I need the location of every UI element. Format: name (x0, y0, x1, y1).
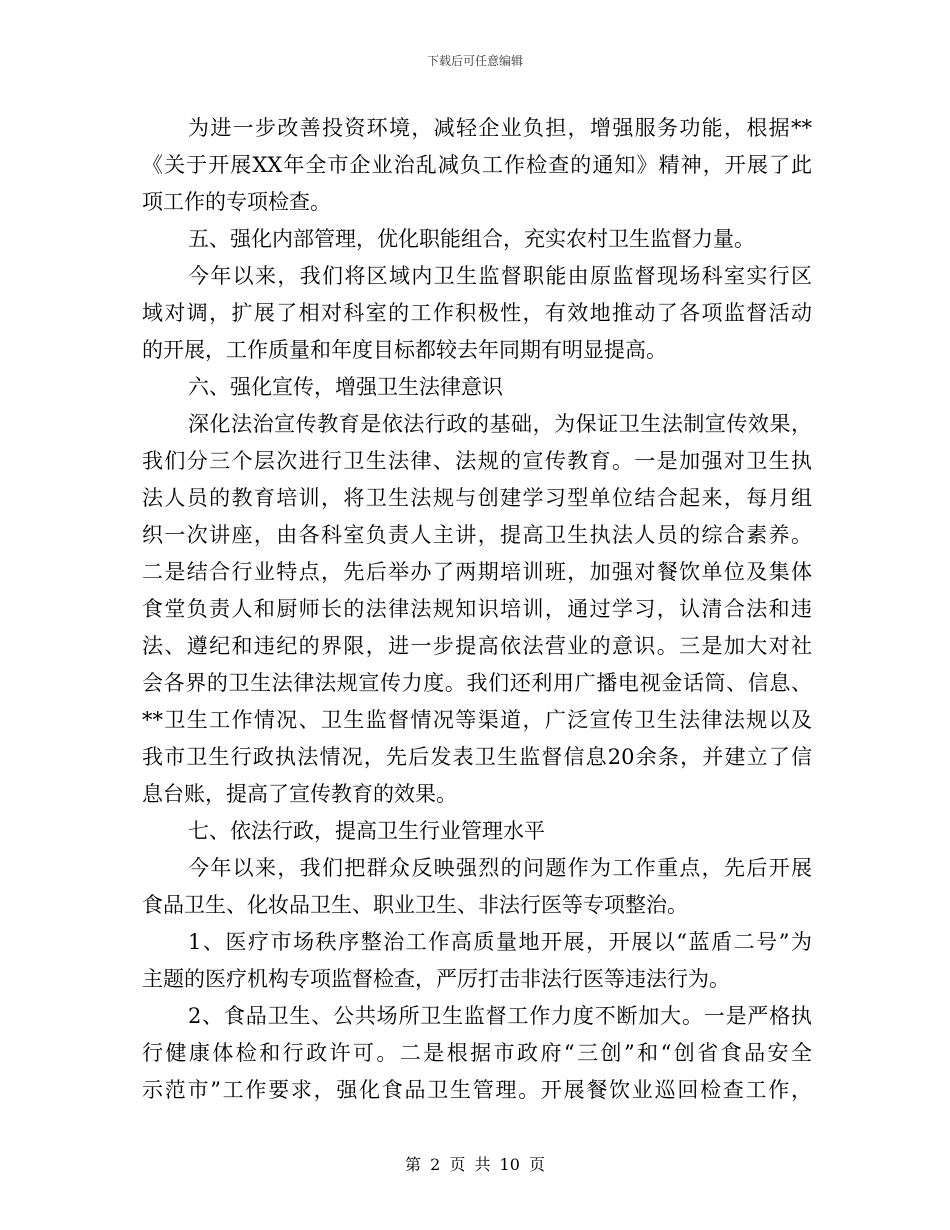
text-line: 食堂负责人和厨师长的法律法规知识培训，通过学习，认清合法和违 (142, 597, 812, 621)
text-line: 我市卫生行政执法情况，先后发表卫生监督信息20余条，并建立了信 (142, 745, 812, 769)
text-line: 法人员的教育培训，将卫生法规与创建学习型单位结合起来，每月组 (142, 486, 812, 510)
text-line: 《关于开展XX年全市企业治乱减负工作检查的通知》精神，开展了此 (142, 153, 812, 177)
text-line: 息台账，提高了宣传教育的效果。 (142, 782, 457, 806)
document-body (142, 110, 812, 1109)
text-line: 行健康体检和行政许可。二是根据市政府“三创”和“创省食品安全 (142, 1041, 812, 1065)
text-line: 域对调，扩展了相对科室的工作积极性，有效地推动了各项监督活动 (142, 301, 812, 325)
text-line: 二是结合行业特点，先后举办了两期培训班，加强对餐饮单位及集体 (142, 560, 812, 584)
text-line: 织一次讲座，由各科室负责人主讲，提高卫生执法人员的综合素养。 (142, 523, 812, 547)
text-line: 为进一步改善投资环境，减轻企业负担，增强服务功能，根据** (188, 116, 812, 140)
text-line: 深化法治宣传教育是依法行政的基础，为保证卫生法制宣传效果， (188, 412, 812, 436)
section-heading-6: 六、强化宣传，增强卫生法律意识 (188, 375, 503, 399)
text-line: 项工作的专项检查。 (142, 190, 331, 214)
section-heading-5: 五、强化内部管理，优化职能组合，充实农村卫生监督力量。 (188, 227, 755, 251)
text-line: 2、食品卫生、公共场所卫生监督工作力度不断加大。一是严格执 (188, 1004, 812, 1028)
section-heading-7: 七、依法行政，提高卫生行业管理水平 (188, 819, 545, 843)
text-line: 食品卫生、化妆品卫生、职业卫生、非法行医等专项整治。 (142, 893, 688, 917)
text-line: 主题的医疗机构专项监督检查，严厉打击非法行医等违法行为。 (142, 967, 730, 991)
text-line: 示范市”工作要求，强化食品卫生管理。开展餐饮业巡回检查工作， (142, 1078, 812, 1102)
text-line: 我们分三个层次进行卫生法律、法规的宣传教育。一是加强对卫生执 (142, 449, 812, 473)
text-line: 法、遵纪和违纪的界限，进一步提高依法营业的意识。三是加大对社 (142, 634, 812, 658)
page-footer: 第 2 页 共 10 页 (405, 1155, 545, 1174)
text-line: 会各界的卫生法律法规宣传力度。我们还利用广播电视金话筒、信息、 (142, 671, 812, 695)
text-line: 1、医疗市场秩序整治工作高质量地开展，开展以“蓝盾二号”为 (188, 930, 812, 954)
text-line: **卫生工作情况、卫生监督情况等渠道，广泛宣传卫生法律法规以及 (142, 708, 812, 732)
text-line: 的开展，工作质量和年度目标都较去年同期有明显提高。 (142, 338, 667, 362)
text-line: 今年以来，我们把群众反映强烈的问题作为工作重点，先后开展 (188, 856, 812, 880)
text-line: 今年以来，我们将区域内卫生监督职能由原监督现场科室实行区 (188, 264, 812, 288)
page-header: 下载后可任意编辑 (426, 54, 523, 68)
